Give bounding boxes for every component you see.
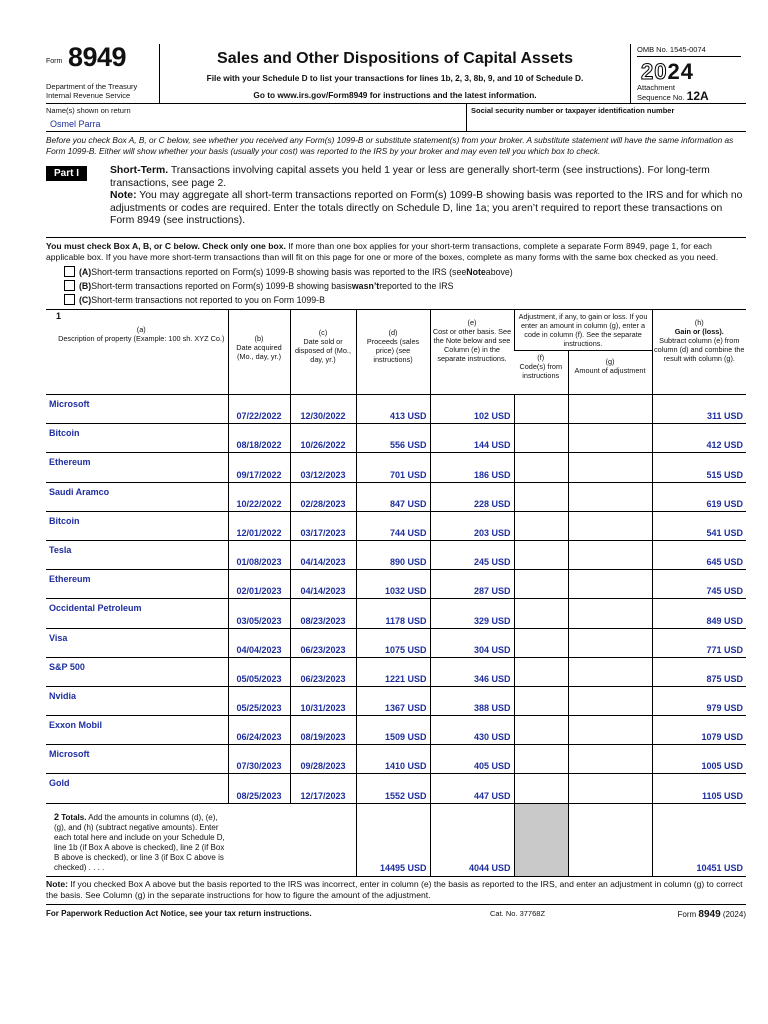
title-block <box>160 44 630 104</box>
col-h-header <box>652 310 746 395</box>
table-row <box>46 745 746 774</box>
form-subtitle-1: File with your Schedule D to list your transactions for lines 1b, 2, 3, 8b, 9, and 10 of Schedule D. <box>206 73 584 83</box>
table-row <box>46 395 746 424</box>
cost-basis-cell[interactable]: 228 USD <box>430 482 514 511</box>
date-acquired-cell[interactable]: 01/08/2023 <box>228 540 290 569</box>
part-1 <box>46 165 746 237</box>
code-cell[interactable] <box>514 570 568 599</box>
table-row <box>46 686 746 715</box>
cost-basis-cell[interactable]: 447 USD <box>430 774 514 803</box>
date-sold-cell[interactable]: 08/23/2023 <box>290 599 356 628</box>
date-acquired-cell[interactable]: 08/18/2022 <box>228 424 290 453</box>
table-row <box>46 657 746 686</box>
date-sold-cell[interactable]: 08/19/2023 <box>290 716 356 745</box>
adjustment-cell[interactable] <box>568 599 652 628</box>
form-id-block <box>46 44 160 104</box>
adjustment-cell[interactable] <box>568 745 652 774</box>
check-instructions-bold: You must check Box A, B, or C below. Check only one box. <box>46 241 286 251</box>
proceeds-cell[interactable]: 1178 USD <box>356 599 430 628</box>
department <box>46 82 137 100</box>
adjustment-cell[interactable] <box>568 774 652 803</box>
cost-basis-cell[interactable]: 388 USD <box>430 686 514 715</box>
totals-proceeds[interactable]: 14495 USD <box>356 803 430 876</box>
description-cell[interactable]: Ethereum <box>46 453 228 482</box>
col-g-header <box>568 351 652 395</box>
adjustment-cell[interactable] <box>568 511 652 540</box>
code-cell[interactable] <box>514 657 568 686</box>
date-sold-cell[interactable]: 09/28/2023 <box>290 745 356 774</box>
proceeds-cell[interactable]: 1221 USD <box>356 657 430 686</box>
col-c-header <box>290 310 356 395</box>
part-1-note: You may aggregate all short-term transactions reported on Form(s) 1099-B showing basis was reported to the IRS and for which no adjustments or codes are required. Enter the totals directly on Schedule D, line 1a; you aren’t required to report these transactions on Form 8949 (see instructions). <box>110 190 743 226</box>
proceeds-cell[interactable]: 744 USD <box>356 511 430 540</box>
date-sold-cell[interactable]: 03/12/2023 <box>290 453 356 482</box>
col-g-text: Amount of adjustment <box>574 366 646 375</box>
gain-loss-cell[interactable]: 515 USD <box>652 453 746 482</box>
code-cell[interactable] <box>514 482 568 511</box>
cost-basis-cell[interactable]: 430 USD <box>430 716 514 745</box>
description-cell[interactable]: Gold <box>46 774 228 803</box>
date-acquired-cell[interactable]: 02/01/2023 <box>228 570 290 599</box>
date-acquired-cell[interactable]: 03/05/2023 <box>228 599 290 628</box>
dept-line2: Internal Revenue Service <box>46 91 131 100</box>
cost-basis-cell[interactable]: 203 USD <box>430 511 514 540</box>
adjustment-cell[interactable] <box>568 686 652 715</box>
date-acquired-cell[interactable]: 05/25/2023 <box>228 686 290 715</box>
date-sold-cell[interactable]: 03/17/2023 <box>290 511 356 540</box>
note-label: Note: <box>46 878 68 889</box>
col-c-letter: (c) <box>318 328 328 337</box>
adjustment-cell[interactable] <box>568 540 652 569</box>
check-instructions-rest: If more than one box applies for your short-term transactions, complete a separate Form 8949, page 1, for each applicable box. If you have more short-term transactions than will fit on this page for one or more of the boxes, complete as many forms with the same box checked as you need. <box>46 241 719 262</box>
adjustment-cell[interactable] <box>568 628 652 657</box>
gain-loss-cell[interactable]: 1105 USD <box>652 774 746 803</box>
date-sold-cell[interactable]: 04/14/2023 <box>290 570 356 599</box>
cost-basis-cell[interactable]: 144 USD <box>430 424 514 453</box>
proceeds-cell[interactable]: 1410 USD <box>356 745 430 774</box>
col-a-text: Description of property (Example: 100 sh. XYZ Co.) <box>58 334 225 343</box>
description-cell[interactable]: Bitcoin <box>46 424 228 453</box>
col-b-letter: (b) <box>254 334 264 343</box>
date-sold-cell[interactable]: 06/23/2023 <box>290 628 356 657</box>
table-row <box>46 570 746 599</box>
description-cell[interactable]: Bitcoin <box>46 511 228 540</box>
cost-basis-cell[interactable]: 102 USD <box>430 395 514 424</box>
form-page <box>46 44 746 921</box>
code-cell[interactable] <box>514 424 568 453</box>
col-d-letter: (d) <box>388 328 398 337</box>
col-a-letter: (a) <box>136 325 146 334</box>
form-number: 8949 <box>68 42 127 72</box>
code-cell[interactable] <box>514 395 568 424</box>
code-cell[interactable] <box>514 453 568 482</box>
omb-block <box>630 44 746 104</box>
check-instructions <box>46 237 746 263</box>
totals-label-text: Add the amounts in columns (d), (e), (g), and (h) (subtract negative amounts). Enter each total here and include on your Schedule D, line 1b (if Box A above is checked), line 2 (if Box B above is checked), or line 3 (if Box C above is checked) . . . . <box>54 812 225 872</box>
checkbox-row-a <box>46 266 746 277</box>
bottom-note <box>46 879 746 905</box>
intro-text: Before you check Box A, B, or C below, see whether you received any Form(s) 1099-B or substitute statement(s) from your broker. A substitute statement will have the same information as Form 1099-B. Either will show whether your basis (usually your cost) was reported to the IRS by your broker and may even tell you which box to check. <box>46 135 734 156</box>
footer-form-number: 8949 <box>698 908 721 920</box>
gain-loss-cell[interactable]: 875 USD <box>652 657 746 686</box>
gain-loss-cell[interactable]: 541 USD <box>652 511 746 540</box>
col-h-text: Subtract column (e) from column (d) and combine the result with column (g). <box>654 336 745 363</box>
proceeds-cell[interactable]: 413 USD <box>356 395 430 424</box>
proceeds-cell[interactable]: 1509 USD <box>356 716 430 745</box>
description-cell[interactable]: Saudi Aramco <box>46 482 228 511</box>
dept-line1: Department of the Treasury <box>46 82 138 91</box>
checkbox-a-letter: (A) <box>79 266 92 277</box>
checkbox-b-bold: wasn’t <box>351 280 380 291</box>
code-cell[interactable] <box>514 628 568 657</box>
col-e-letter: (e) <box>467 318 477 327</box>
tax-year-suffix: 24 <box>667 59 694 84</box>
form-header <box>46 44 746 104</box>
gain-loss-cell[interactable]: 1005 USD <box>652 745 746 774</box>
checkbox-a-tail: above) <box>485 266 513 277</box>
cost-basis-cell[interactable]: 186 USD <box>430 453 514 482</box>
gain-loss-cell[interactable]: 979 USD <box>652 686 746 715</box>
date-acquired-cell[interactable]: 05/05/2023 <box>228 657 290 686</box>
totals-label-bold: Totals. <box>61 812 87 822</box>
date-acquired-cell[interactable]: 06/24/2023 <box>228 716 290 745</box>
description-cell[interactable]: Nvidia <box>46 686 228 715</box>
table-row <box>46 716 746 745</box>
part-1-note-label: Note: <box>110 190 137 201</box>
name-label: Name(s) shown on return <box>46 106 131 115</box>
code-cell[interactable] <box>514 745 568 774</box>
line-1-number: 1 <box>56 311 62 321</box>
col-b-text: Date acquired (Mo., day, yr.) <box>236 343 282 361</box>
description-cell[interactable]: Exxon Mobil <box>46 716 228 745</box>
description-cell[interactable]: Microsoft <box>46 745 228 774</box>
code-cell[interactable] <box>514 599 568 628</box>
adjustment-cell[interactable] <box>568 424 652 453</box>
date-sold-cell[interactable]: 06/23/2023 <box>290 657 356 686</box>
adjustment-cell[interactable] <box>568 657 652 686</box>
checkbox-row-c <box>46 294 746 305</box>
cost-basis-cell[interactable]: 287 USD <box>430 570 514 599</box>
date-sold-cell[interactable]: 02/28/2023 <box>290 482 356 511</box>
description-cell[interactable]: Occidental Petroleum <box>46 599 228 628</box>
date-acquired-cell[interactable]: 09/17/2022 <box>228 453 290 482</box>
date-sold-cell[interactable]: 10/26/2022 <box>290 424 356 453</box>
date-acquired-cell[interactable]: 08/25/2023 <box>228 774 290 803</box>
note-text: If you checked Box A above but the basis reported to the IRS was incorrect, enter in column (e) the basis as reported to the IRS, and enter an adjustment in column (g) to correct the basis. See Column (g) in the separate instructions for how to figure the amount of the adjustment. <box>46 878 743 900</box>
checkbox-a-bold: Note <box>466 266 486 277</box>
totals-blank <box>228 803 356 876</box>
form-subtitle-2: Go to www.irs.gov/Form8949 for instructions and the latest information. <box>253 90 537 100</box>
code-cell[interactable] <box>514 511 568 540</box>
line-2-number: 2 <box>54 811 60 822</box>
sequence-number: 12A <box>686 89 709 103</box>
ssn-label: Social security number or taxpayer identification number <box>471 106 675 115</box>
gain-loss-cell[interactable]: 849 USD <box>652 599 746 628</box>
date-acquired-cell[interactable]: 07/30/2023 <box>228 745 290 774</box>
gain-loss-cell[interactable]: 771 USD <box>652 628 746 657</box>
code-cell[interactable] <box>514 540 568 569</box>
footer-paperwork: For Paperwork Reduction Act Notice, see your tax return instructions. <box>46 908 312 918</box>
totals-adjustment[interactable] <box>568 803 652 876</box>
checkbox-row-b <box>46 280 746 291</box>
date-sold-cell[interactable]: 04/14/2023 <box>290 540 356 569</box>
part-1-heading: Short-Term. <box>110 165 169 176</box>
table-row <box>46 540 746 569</box>
date-sold-cell[interactable]: 12/30/2022 <box>290 395 356 424</box>
footer-form-word: Form <box>677 909 699 919</box>
date-acquired-cell[interactable]: 12/01/2022 <box>228 511 290 540</box>
col-h-title: Gain or (loss). <box>674 327 724 336</box>
table-row <box>46 511 746 540</box>
cost-basis-cell[interactable]: 405 USD <box>430 745 514 774</box>
totals-code-shaded <box>514 803 568 876</box>
checkbox-b[interactable] <box>64 280 75 291</box>
table-row <box>46 599 746 628</box>
ssn-field[interactable] <box>466 104 746 132</box>
table-row <box>46 424 746 453</box>
gain-loss-cell[interactable]: 619 USD <box>652 482 746 511</box>
col-f-text: Code(s) from instructions <box>519 362 563 380</box>
adjustment-cell[interactable] <box>568 395 652 424</box>
col-e-header <box>430 310 514 395</box>
checkbox-a-text: Short-term transactions reported on Form(s) 1099-B showing basis was reported to the IRS (see <box>91 266 467 277</box>
checkbox-a[interactable] <box>64 266 75 277</box>
part-1-desc: Transactions involving capital assets you held 1 year or less are generally short-term (see instructions). For long-term transactions, see page 2. <box>110 165 710 189</box>
col-d-header <box>356 310 430 395</box>
date-acquired-cell[interactable]: 07/22/2022 <box>228 395 290 424</box>
proceeds-cell[interactable]: 701 USD <box>356 453 430 482</box>
totals-label <box>46 803 228 876</box>
adjustment-text: Adjustment, if any, to gain or loss. If you enter an amount in column (g), enter a code in column (f). See the separate instructions. <box>518 312 648 348</box>
footer-form-year: (2024) <box>720 909 746 919</box>
form-footer <box>46 907 746 921</box>
checkbox-c[interactable] <box>64 294 75 305</box>
name-row <box>46 104 746 132</box>
col-b-header <box>228 310 290 395</box>
attachment-sequence <box>637 84 709 102</box>
date-acquired-cell[interactable]: 04/04/2023 <box>228 628 290 657</box>
proceeds-cell[interactable]: 1075 USD <box>356 628 430 657</box>
gain-loss-cell[interactable]: 645 USD <box>652 540 746 569</box>
adjustment-cell[interactable] <box>568 482 652 511</box>
cost-basis-cell[interactable]: 304 USD <box>430 628 514 657</box>
proceeds-cell[interactable]: 1032 USD <box>356 570 430 599</box>
checkbox-c-text: Short-term transactions not reported to you on Form 1099-B <box>91 294 325 305</box>
part-badge: Part I <box>46 166 87 181</box>
col-f-header <box>514 351 568 395</box>
description-cell[interactable]: Microsoft <box>46 395 228 424</box>
adjustment-cell[interactable] <box>568 570 652 599</box>
date-sold-cell[interactable]: 12/17/2023 <box>290 774 356 803</box>
col-a-header <box>46 310 228 395</box>
description-cell[interactable]: Visa <box>46 628 228 657</box>
adjustment-cell[interactable] <box>568 716 652 745</box>
code-cell[interactable] <box>514 774 568 803</box>
proceeds-cell[interactable]: 847 USD <box>356 482 430 511</box>
date-sold-cell[interactable]: 10/31/2023 <box>290 686 356 715</box>
code-cell[interactable] <box>514 716 568 745</box>
proceeds-cell[interactable]: 1552 USD <box>356 774 430 803</box>
description-cell[interactable]: Ethereum <box>46 570 228 599</box>
col-e-text: Cost or other basis. See the Note below and see Column (e) in the separate instructions. <box>432 327 512 363</box>
cost-basis-cell[interactable]: 245 USD <box>430 540 514 569</box>
part-1-text <box>110 165 746 228</box>
description-cell[interactable]: S&P 500 <box>46 657 228 686</box>
description-cell[interactable]: Tesla <box>46 540 228 569</box>
gain-loss-cell[interactable]: 412 USD <box>652 424 746 453</box>
table-row <box>46 774 746 803</box>
cost-basis-cell[interactable]: 329 USD <box>430 599 514 628</box>
code-cell[interactable] <box>514 686 568 715</box>
table-row <box>46 482 746 511</box>
form-word: Form <box>46 58 63 65</box>
totals-gain[interactable]: 10451 USD <box>652 803 746 876</box>
omb-number: OMB No. 1545-0074 <box>637 45 741 57</box>
col-c-text: Date sold or disposed of (Mo., day, yr.) <box>295 337 351 364</box>
col-f-letter: (f) <box>537 353 545 362</box>
form-title: Sales and Other Dispositions of Capital Assets <box>217 50 573 67</box>
sequence-label: Sequence No. <box>637 93 685 102</box>
proceeds-cell[interactable]: 1367 USD <box>356 686 430 715</box>
date-acquired-cell[interactable]: 10/22/2022 <box>228 482 290 511</box>
footer-form <box>678 909 747 920</box>
proceeds-cell[interactable]: 556 USD <box>356 424 430 453</box>
col-g-letter: (g) <box>605 357 615 366</box>
gain-loss-cell[interactable]: 1079 USD <box>652 716 746 745</box>
attachment-label: Attachment <box>637 83 675 92</box>
checkbox-b-letter: (B) <box>79 280 92 291</box>
checkbox-b-tail: reported to the IRS <box>379 280 454 291</box>
adjustment-header <box>514 310 652 351</box>
name-field[interactable]: Osmel Parra <box>50 119 101 129</box>
col-h-letter: (h) <box>694 318 704 327</box>
checkbox-c-letter: (C) <box>79 294 92 305</box>
transactions-table <box>46 309 746 877</box>
adjustment-cell[interactable] <box>568 453 652 482</box>
proceeds-cell[interactable]: 890 USD <box>356 540 430 569</box>
tax-year <box>641 59 694 85</box>
totals-cost[interactable]: 4044 USD <box>430 803 514 876</box>
checkbox-b-text: Short-term transactions reported on Form(s) 1099-B showing basis <box>91 280 352 291</box>
footer-cat-no: Cat. No. 37768Z <box>490 908 546 918</box>
gain-loss-cell[interactable]: 311 USD <box>652 395 746 424</box>
col-d-text: Proceeds (sales price) (see instructions) <box>366 337 420 364</box>
table-row <box>46 628 746 657</box>
gain-loss-cell[interactable]: 745 USD <box>652 570 746 599</box>
cost-basis-cell[interactable]: 346 USD <box>430 657 514 686</box>
totals-row <box>46 803 746 876</box>
table-row <box>46 453 746 482</box>
tax-year-prefix: 20 <box>641 59 668 84</box>
